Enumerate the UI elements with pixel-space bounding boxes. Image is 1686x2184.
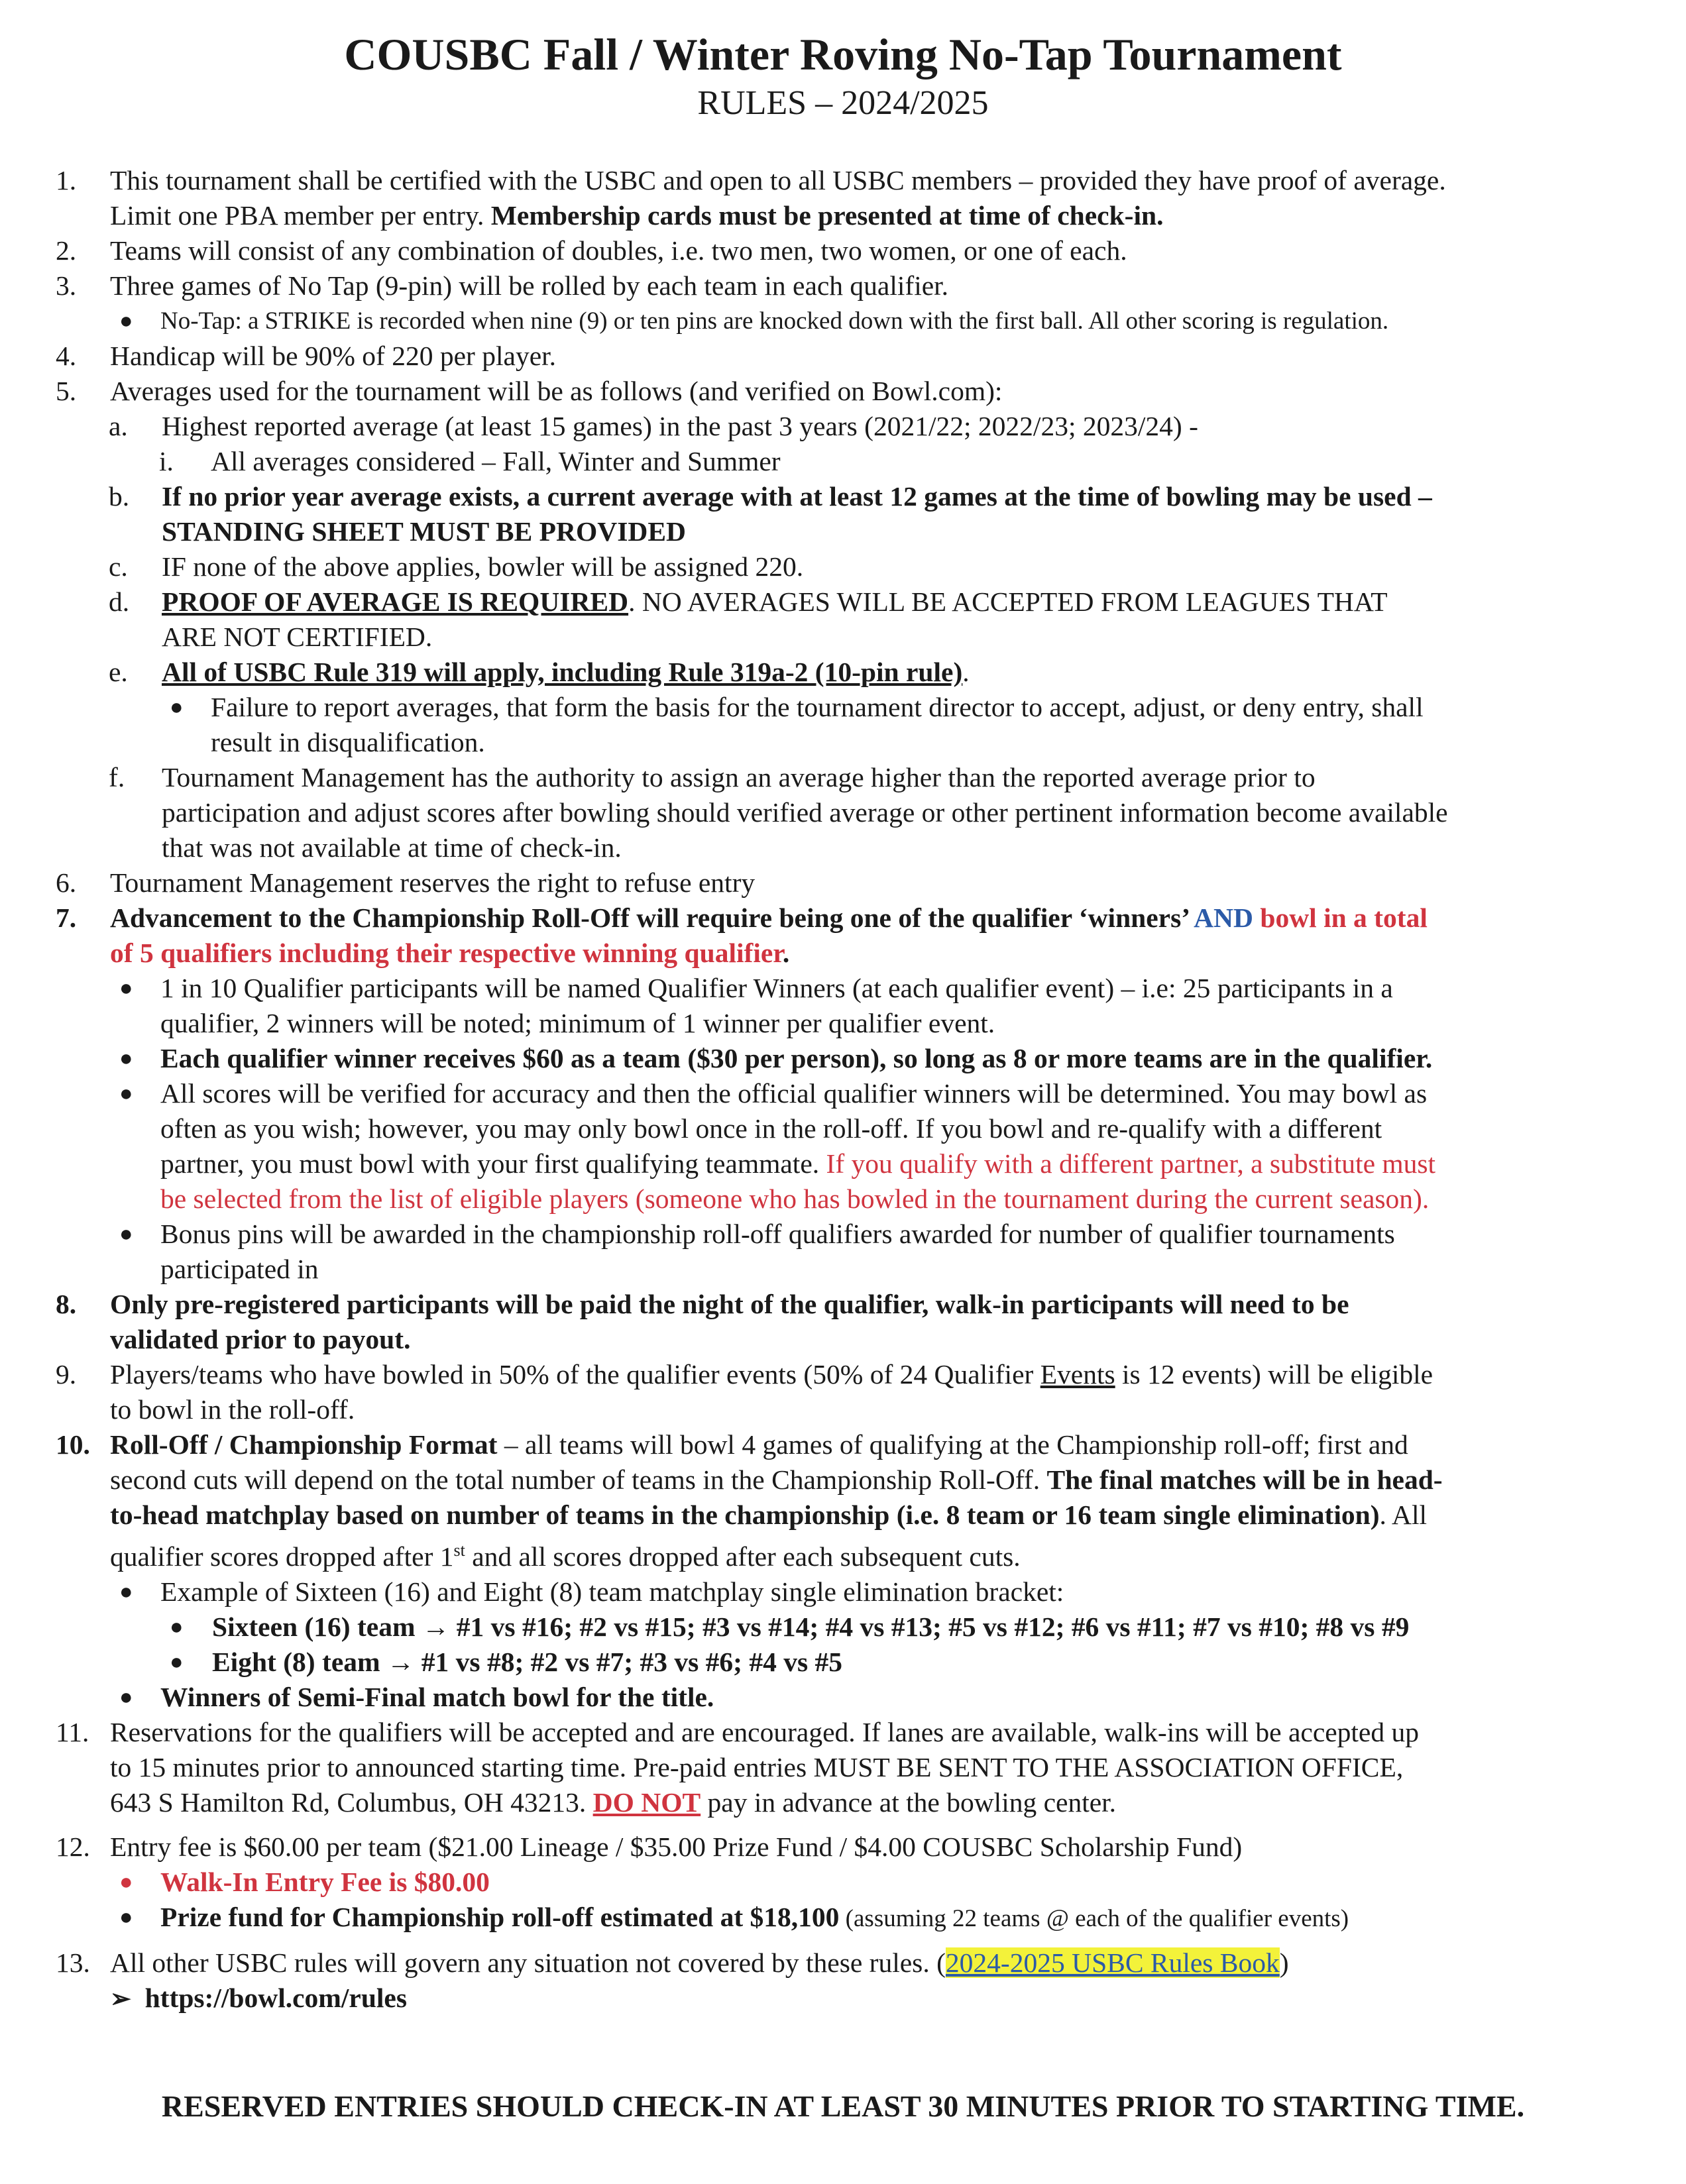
rule-text: Averages used for the tournament will be as follows (and verified on Bowl.com): bbox=[110, 376, 1003, 406]
rule-1 bbox=[56, 163, 1626, 233]
rule-4 bbox=[56, 339, 1626, 374]
rule-number: 5. bbox=[56, 376, 77, 406]
sub-text: ARE NOT CERTIFIED. bbox=[162, 622, 433, 652]
sub-text: All averages considered – Fall, Winter and Summer bbox=[211, 446, 781, 476]
bullet-text-bold: Prize fund for Championship roll-off estimated at $18,100 bbox=[160, 1901, 840, 1932]
rule-text: Handicap will be 90% of 220 per player. bbox=[110, 341, 557, 371]
bullet-text-red: If you qualify with a different partner, a substitute must bbox=[826, 1148, 1436, 1179]
rule-text: Tournament Management reserves the right to refuse entry bbox=[110, 867, 756, 898]
sub-text: participation and adjust scores after bowling should verified average or other pertinent information become available bbox=[162, 797, 1448, 828]
and-text: AND bbox=[1194, 902, 1253, 933]
rule-text: Teams will consist of any combination of doubles, i.e. two men, two women, or one of each. bbox=[110, 235, 1127, 266]
rule-text: validated prior to payout. bbox=[110, 1324, 411, 1354]
rule-5a-i bbox=[56, 444, 1626, 479]
bullet-text: 1 in 10 Qualifier participants will be named Qualifier Winners (at each qualifier event) – i.e: 25 participants in a bbox=[160, 973, 1393, 1003]
rule-number: 11. bbox=[56, 1716, 89, 1747]
rule-text: Entry fee is $60.00 per team ($21.00 Lineage / $35.00 Prize Fund / $4.00 COUSBC Scholarship Fund) bbox=[110, 1831, 1243, 1862]
rule-text: Only pre-registered participants will be paid the night of the qualifier, walk-in participants will need to be bbox=[110, 1289, 1349, 1319]
rules-book-link[interactable]: 2024-2025 USBC Rules Book bbox=[945, 1947, 1280, 1978]
walk-in-fee bbox=[56, 1865, 1626, 1900]
bracket-eight bbox=[56, 1645, 1626, 1680]
bullet-icon: ● bbox=[119, 309, 133, 333]
rule-text: . All bbox=[1379, 1500, 1428, 1530]
rule-5f bbox=[56, 760, 1626, 865]
rule-text-bold: to-head matchplay based on number of teams in the championship (i.e. 8 team or 16 team single elimination) bbox=[110, 1500, 1380, 1530]
rule-5e-bullet bbox=[56, 690, 1626, 760]
bullet-icon: ● bbox=[170, 1649, 184, 1674]
rule-11 bbox=[56, 1715, 1626, 1820]
sub-label: c. bbox=[109, 551, 128, 582]
events-text: Events bbox=[1040, 1359, 1115, 1390]
rules-list bbox=[56, 163, 1626, 2017]
rule-8 bbox=[56, 1287, 1626, 1357]
bullet-text: Walk-In Entry Fee is $80.00 bbox=[160, 1866, 490, 1897]
rule-number: 7. bbox=[56, 902, 77, 933]
sub-text: that was not available at time of check-in. bbox=[162, 832, 622, 863]
rule-3-bullet bbox=[56, 303, 1626, 339]
rule-text-red: bowl in a total bbox=[1253, 902, 1428, 933]
rule-10-winners bbox=[56, 1680, 1626, 1715]
sub-label: i. bbox=[159, 446, 174, 476]
sub-label: d. bbox=[109, 586, 130, 617]
bullet-text: Example of Sixteen (16) and Eight (8) team matchplay single elimination bracket: bbox=[160, 1576, 1064, 1607]
rule-13 bbox=[56, 1945, 1626, 2017]
bullet-text: qualifier, 2 winners will be noted; minimum of 1 winner per qualifier event. bbox=[160, 1008, 995, 1038]
do-not-text: DO NOT bbox=[592, 1786, 701, 1818]
rule-text: ) bbox=[1279, 1947, 1289, 1978]
bullet-icon: ● bbox=[119, 1046, 133, 1071]
sub-text: If no prior year average exists, a current average with at least 12 games at the time of bowling may be used – bbox=[162, 481, 1432, 512]
rule-number: 8. bbox=[56, 1289, 77, 1319]
bullet-text: Bonus pins will be awarded in the championship roll-off qualifiers awarded for number of qualifier tournaments bbox=[160, 1219, 1395, 1249]
bullet-icon: ● bbox=[119, 1684, 133, 1710]
rule-number: 1. bbox=[56, 165, 77, 195]
bullet-icon: ● bbox=[170, 1614, 184, 1639]
rule-text: to bowl in the roll-off. bbox=[110, 1394, 355, 1425]
rule-text: – all teams will bowl 4 games of qualifying at the Championship roll-off; first and bbox=[497, 1429, 1408, 1460]
format-heading: Roll-Off / Championship Format bbox=[110, 1429, 498, 1460]
rule-10-example bbox=[56, 1574, 1626, 1610]
bullet-text-red: be selected from the list of eligible players (someone who has bowled in the tournament during the current season). bbox=[160, 1183, 1430, 1214]
bullet-text: All scores will be verified for accuracy and then the official qualifier winners will be determined. You may bowl as bbox=[160, 1078, 1428, 1109]
sub-label: a. bbox=[109, 411, 128, 441]
bullet-icon: ● bbox=[119, 976, 133, 1001]
bullet-icon: ● bbox=[119, 1222, 133, 1246]
bullet-text: Winners of Semi-Final match bowl for the title. bbox=[160, 1681, 714, 1712]
rule-text: Players/teams who have bowled in 50% of the qualifier events (50% of 24 Qualifier bbox=[110, 1359, 1040, 1390]
rule-2 bbox=[56, 233, 1626, 268]
footer-notice: RESERVED ENTRIES SHOULD CHECK-IN AT LEAST 30 MINUTES PRIOR TO STARTING TIME. bbox=[161, 2089, 1525, 2123]
sub-label: f. bbox=[109, 762, 125, 792]
rule-number: 10. bbox=[56, 1429, 90, 1460]
bullet-text: (assuming 22 teams @ each of the qualifier events) bbox=[839, 1904, 1349, 1932]
rule-6 bbox=[56, 865, 1626, 901]
pointer-arrow-icon: ➢ bbox=[110, 1985, 131, 2013]
rule-text: Three games of No Tap (9-pin) will be rolled by each team in each qualifier. bbox=[110, 270, 949, 301]
page-subtitle: RULES – 2024/2025 bbox=[697, 84, 989, 122]
rule-10 bbox=[56, 1427, 1626, 1574]
bullet-text: participated in bbox=[160, 1254, 319, 1284]
rule-7 bbox=[56, 901, 1626, 971]
sub-text: . bbox=[962, 657, 970, 687]
bullet-icon: ● bbox=[119, 1869, 133, 1894]
rule-7-bullet-2 bbox=[56, 1041, 1626, 1076]
bullet-icon: ● bbox=[119, 1904, 133, 1930]
rule-number: 3. bbox=[56, 270, 77, 301]
rule-5 bbox=[56, 374, 1626, 409]
rule-number: 2. bbox=[56, 235, 77, 266]
rule-number: 12. bbox=[56, 1831, 90, 1862]
rule-text: Reservations for the qualifiers will be accepted and are encouraged. If lanes are available, walk-ins will be accepted up bbox=[110, 1716, 1419, 1747]
rule-5d bbox=[56, 584, 1626, 655]
bracket-sixteen bbox=[56, 1610, 1626, 1645]
prize-fund bbox=[56, 1900, 1626, 1936]
rule-9 bbox=[56, 1357, 1626, 1427]
rule-text: qualifier scores dropped after 1 bbox=[110, 1541, 454, 1572]
rule-text: This tournament shall be certified with the USBC and open to all USBC members – provided they have proof of average. bbox=[110, 165, 1446, 195]
rule-text: Limit one PBA member per entry. bbox=[110, 200, 484, 231]
rule-text: pay in advance at the bowling center. bbox=[701, 1786, 1117, 1818]
bullet-text: No-Tap: a STRIKE is recorded when nine (9) or ten pins are knocked down with the first ball. All other scoring is regulation. bbox=[160, 307, 1389, 335]
rule-text: second cuts will depend on the total number of teams in the Championship Roll-Off. bbox=[110, 1464, 1047, 1495]
rule-text: Advancement to the Championship Roll-Off will require being one of the qualifier ‘winners’ bbox=[110, 902, 1194, 933]
rule-5e bbox=[56, 655, 1626, 690]
bullet-icon: ● bbox=[119, 1579, 133, 1604]
rule-7-bullet-4 bbox=[56, 1217, 1626, 1287]
rule-7-bullet-3 bbox=[56, 1076, 1626, 1217]
sub-label: b. bbox=[109, 481, 130, 512]
bullet-icon: ● bbox=[170, 695, 184, 720]
rule-text: and all scores dropped after each subsequent cuts. bbox=[465, 1541, 1021, 1572]
rule-text: is 12 events) will be eligible bbox=[1115, 1359, 1433, 1390]
sub-text: IF none of the above applies, bowler will be assigned 220. bbox=[162, 551, 804, 582]
rule-text-red: of 5 qualifiers including their respective winning qualifier bbox=[110, 938, 783, 968]
bullet-icon: ● bbox=[119, 1081, 133, 1106]
rule-text: All other USBC rules will govern any situation not covered by these rules. ( bbox=[110, 1947, 946, 1978]
rule-text: . bbox=[782, 938, 790, 968]
bracket-text: Eight (8) team → #1 vs #8; #2 vs #7; #3 vs #6; #4 vs #5 bbox=[212, 1646, 842, 1677]
rule-text-bold: The final matches will be in head- bbox=[1046, 1464, 1443, 1495]
rule-5a bbox=[56, 409, 1626, 444]
rules-url[interactable]: https://bowl.com/rules bbox=[144, 1982, 407, 2013]
bullet-text: Each qualifier winner receives $60 as a team ($30 per person), so long as 8 or more teams are in the qualifier. bbox=[160, 1043, 1433, 1073]
rule-number: 6. bbox=[56, 867, 77, 898]
rule-text: 643 S Hamilton Rd, Columbus, OH 43213. bbox=[110, 1786, 593, 1818]
rule-12 bbox=[56, 1829, 1626, 1865]
rule-5c bbox=[56, 549, 1626, 584]
rule-3 bbox=[56, 268, 1626, 303]
bullet-text: partner, you must bowl with your first qualifying teammate. bbox=[160, 1148, 826, 1179]
rule-number: 13. bbox=[56, 1947, 90, 1978]
rule-7-bullet-1 bbox=[56, 971, 1626, 1041]
superscript: st bbox=[453, 1541, 465, 1560]
bracket-text: Sixteen (16) team → #1 vs #16; #2 vs #15; #3 vs #14; #4 vs #13; #5 vs #12; #6 vs #11; #7 vs #10; #8 vs #9 bbox=[212, 1611, 1410, 1642]
rule-number: 4. bbox=[56, 341, 77, 371]
bullet-text: result in disqualification. bbox=[211, 727, 485, 757]
bullet-text: often as you wish; however, you may only bowl once in the roll-off. If you bowl and re-qualify with a different bbox=[160, 1113, 1382, 1144]
rule-5b bbox=[56, 479, 1626, 549]
sub-text: STANDING SHEET MUST BE PROVIDED bbox=[162, 516, 686, 547]
sub-text: . NO AVERAGES WILL BE ACCEPTED FROM LEAGUES THAT bbox=[628, 586, 1388, 617]
rule-text: to 15 minutes prior to announced starting time. Pre-paid entries MUST BE SENT TO THE ASSOCIATION OFFICE, bbox=[110, 1751, 1404, 1782]
proof-required-text: PROOF OF AVERAGE IS REQUIRED bbox=[162, 586, 629, 617]
sub-label: e. bbox=[109, 657, 128, 687]
rule-text-bold: Membership cards must be presented at time of check-in. bbox=[490, 200, 1164, 231]
bullet-text: Failure to report averages, that form the basis for the tournament director to accept, adjust, or deny entry, shall bbox=[211, 692, 1424, 722]
sub-text: Tournament Management has the authority to assign an average higher than the reported average prior to bbox=[162, 762, 1316, 792]
sub-text: Highest reported average (at least 15 games) in the past 3 years (2021/22; 2022/23; 2023/24) - bbox=[162, 411, 1198, 441]
page-title: COUSBC Fall / Winter Roving No-Tap Tournament bbox=[344, 29, 1342, 80]
rule-number: 9. bbox=[56, 1359, 77, 1390]
rule-319-text: All of USBC Rule 319 will apply, including Rule 319a-2 (10-pin rule) bbox=[162, 657, 963, 687]
